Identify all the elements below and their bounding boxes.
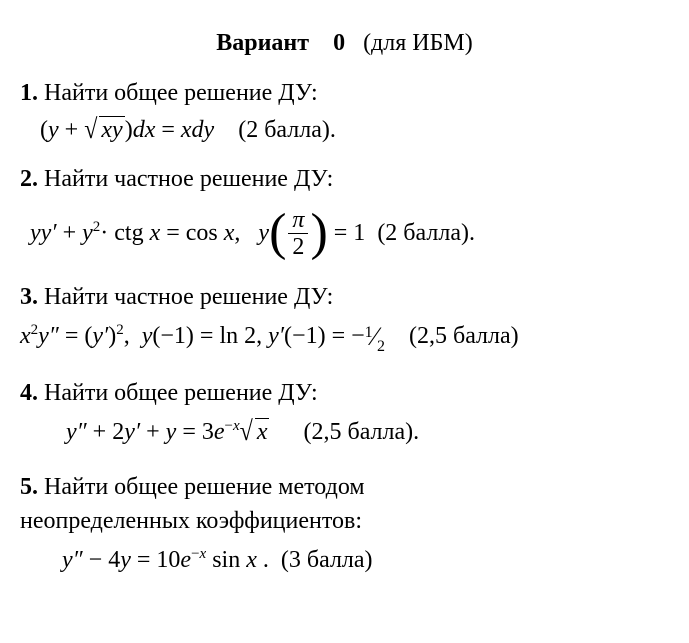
problem-5-task2: неопределенных коэффициентов: xyxy=(20,508,363,534)
problem-1-task: Найти общее решение ДУ: xyxy=(44,80,318,106)
problem-1-heading xyxy=(20,80,318,107)
problem-3-points: (2,5 балла) xyxy=(408,323,519,349)
problem-3-number: 3. xyxy=(20,284,38,310)
problem-5-formula: $y'' - 4y = 10e^{-x}$ sin x . (3 балла) xyxy=(62,546,373,573)
problem-1-number: 1. xyxy=(20,80,38,106)
problem-4-task: Найти общее решение ДУ: xyxy=(44,380,318,406)
problem-4-points: (2,5 балла). xyxy=(303,419,420,445)
problem-2-number: 2. xyxy=(20,166,38,192)
problem-1-formula: (y + √ xy)dx = xdy (2 балла). xyxy=(40,114,336,145)
variant-word: Вариант xyxy=(216,30,310,56)
problem-4-heading xyxy=(20,380,318,407)
problem-3-heading xyxy=(20,284,333,311)
problem-5-number: 5. xyxy=(20,474,38,500)
problem-5-task: Найти общее решение методом xyxy=(44,474,365,500)
problem-2-task: Найти частное решение ДУ: xyxy=(44,166,334,192)
variant-note: (для ИБМ) xyxy=(363,30,473,56)
variant-title xyxy=(0,30,689,57)
problem-1-points: (2 балла). xyxy=(238,117,336,143)
variant-number: 0 xyxy=(333,30,346,56)
problem-2-formula: $yy' + y^2\cdot$ ctg x = cos x, y ( $\frac{\pi}{2}$ ) = 1 (2 балла). xyxy=(30,204,475,261)
problem-5-heading xyxy=(20,474,365,501)
problem-2-points: (2 балла). xyxy=(377,219,475,246)
problem-3-task: Найти частное решение ДУ: xyxy=(44,284,334,310)
problem-4-formula: $y'' + 2y' + y = 3e^{-x}√$ x (2,5 балла). xyxy=(66,416,420,447)
problem-4-number: 4. xyxy=(20,380,38,406)
problem-2-heading xyxy=(20,166,333,193)
problem-3-formula: $x^2y'' = (y')^2$, y(−1) = ln 2, y′(−1) = −1⁄2 (2,5 балла) xyxy=(20,322,519,356)
problem-5-points: (3 балла) xyxy=(280,547,373,573)
problem-5-task-continued xyxy=(20,508,362,535)
